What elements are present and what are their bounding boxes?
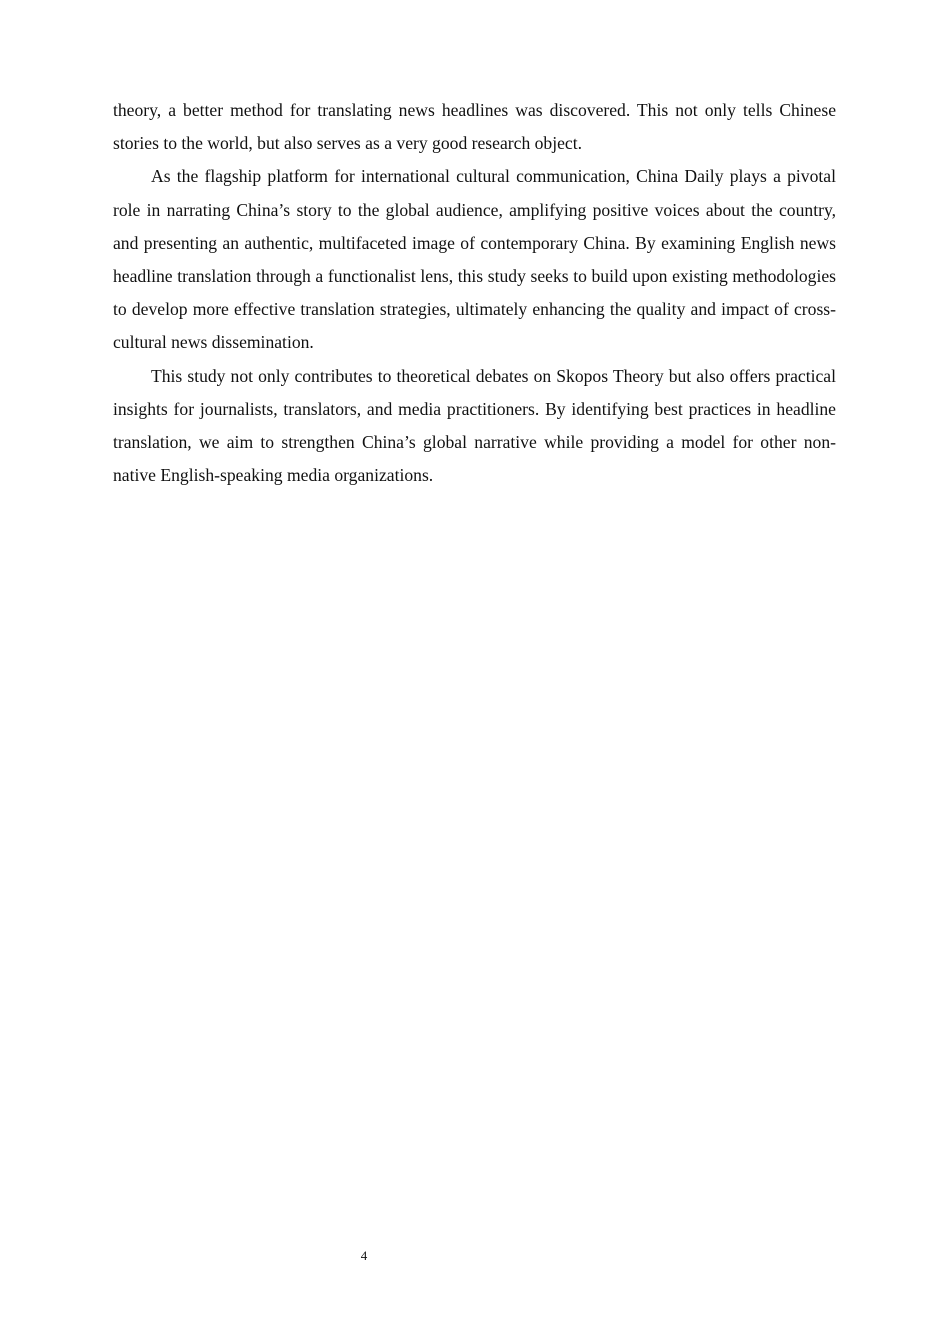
page-number: 4 — [360, 1248, 368, 1263]
paragraph-china-daily: As the flagship platform for international cultural communication, China Daily plays a pivotal role in narrating China’s story to the global audience, amplifying positive voices about the country, and presenting an authentic, multifaceted image of contemporary China. By examining English news headline translation through a functionalist lens, this study seeks to build upon existing methodologies to develop more effective translation strategies, ultimately enhancing the quality and impact of cross-cultural news dissemination. — [113, 166, 836, 353]
paragraph-study-contribution: This study not only contributes to theoretical debates on Skopos Theory but also offers practical insights for journalists, translators, and media practitioners. By identifying best practices in headline translation, we aim to strengthen China’s global narrative while providing a model for other non-native English-speaking media organizations. — [113, 365, 836, 486]
document-body — [113, 94, 836, 492]
paragraph-continued: theory, a better method for translating news headlines was discovered. This not only tells Chinese stories to the world, but also serves as a very good research object. — [113, 100, 836, 154]
